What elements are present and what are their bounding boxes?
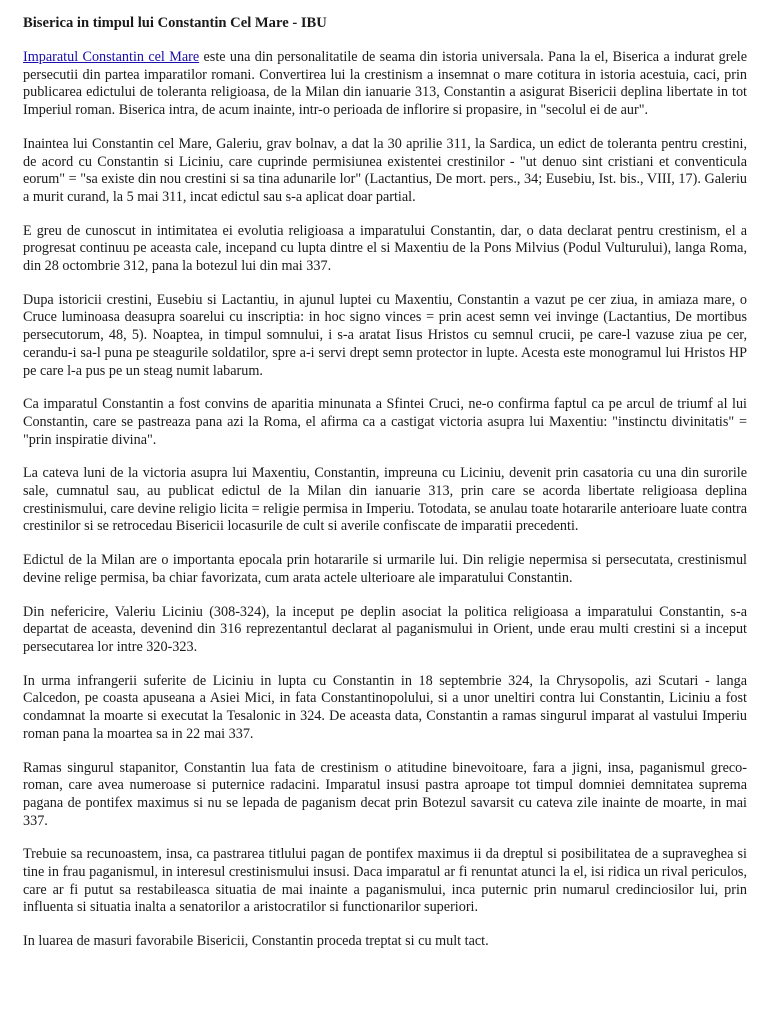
document-title: Biserica in timpul lui Constantin Cel Mare - IBU bbox=[23, 15, 327, 31]
paragraph-sole-ruler: Ramas singurul stapanitor, Constantin lua fata de crestinism o atitudine binevoitoare, fara a jigni, insa, paganismul greco-roman, care avea numeroase si puternice radacini. Imparatul insusi pastra aproape tot timpul domniei demnitatea suprema pagana de pontifex maximus si nu se lepada de paganism decat prin Botezul savarsit cu cateva zile inainte de moarte, in mai 337. bbox=[23, 759, 747, 829]
document-page bbox=[23, 14, 747, 967]
paragraph-edict-of-milan: La cateva luni de la victoria asupra lui Maxentiu, Constantin, impreuna cu Liciniu, devenit prin casatoria cu una din surorile sale, cumnatul sau, au publicat edictul de la Milan din ianuarie 313, prin care se acorda libertate religioasa deplina crestinismului, care devine religio licita = religie permisa in Imperiu. Totodata, se anulau toate hotararile anterioare luate contra crestinilor si se retrocedau Bisericii locasurile de cult si averile confiscate de imparatii precedenti. bbox=[23, 465, 747, 535]
paragraph-arch-of-triumph: Ca imparatul Constantin a fost convins de aparitia minunata a Sfintei Cruci, ne-o confirma faptul ca pe arcul de triumf al lui Constantin, care se pastreaza pana azi la Roma, el afirma ca a castigat victoria asupra lui Maxentiu: "instinctu divinitatis" = "prin inspiratie divina". bbox=[23, 396, 747, 448]
paragraph-chrysopolis: In urma infrangerii suferite de Liciniu in lupta cu Constantin in 18 septembrie 324, la Chrysopolis, azi Scutari - langa Calcedon, pe coasta apuseana a Asiei Mici, in fata Constantinopolului, si a unor uneltiri contra lui Constantin, Liciniu a fost condamnat la moarte si executat la Tesalonic in 324. De aceasta data, Constantin a ramas singurul imparat al vastului Imperiu roman pana la moartea sa in 22 mai 337. bbox=[23, 672, 747, 742]
paragraph-edict-importance: Edictul de la Milan are o importanta epocala prin hotararile si urmarile lui. Din religie nepermisa si persecutata, crestinismul devine relige permisa, ba chiar favorizata, cum arata actele ulterioare ale imparatului Constantin. bbox=[23, 552, 747, 586]
paragraph-pontifex-maximus: Trebuie sa recunoastem, insa, ca pastrarea titlului pagan de pontifex maximus ii da dreptul si posibilitatea de a supraveghea si tine in frau paganismul, in interesul crestinismului insusi. Daca imparatul ar fi renuntat atunci la el, isi ridica un rival periculos, care ar fi putut sa restabileasca situatia de mai inainte a paganismului, inca puternic prin numarul credinciosilor lui, prin influenta si situatia inalta a senatorilor a aristocratilor si functionarilor superiori. bbox=[23, 846, 747, 916]
intro-paragraph bbox=[23, 49, 747, 120]
constantin-link[interactable]: Imparatul Constantin cel Mare bbox=[23, 49, 200, 65]
paragraph-favorable-measures: In luarea de masuri favorabile Bisericii, Constantin proceda treptat si cu mult tact. bbox=[23, 933, 489, 950]
paragraph-licinius-persecution: Din nefericire, Valeriu Liciniu (308-324), la inceput pe deplin asociat la politica religioasa a imparatului Constantin, s-a departat de aceasta, devenind din 316 reprezentantul declarat al paganismului in Orient, unde erau multi crestini si a inceput persecutarea lor intre 320-323. bbox=[23, 603, 747, 655]
paragraph-religious-evolution: E greu de cunoscut in intimitatea ei evolutia religioasa a imparatului Constantin, dar, o data declarat pentru crestinism, el a progresat continuu pe aceasta cale, incepand cu lupta dintre el si Maxentiu de la Pons Milvius (Podul Vulturului), langa Roma, din 28 octombrie 312, pana la botezul lui din mai 337. bbox=[23, 222, 747, 275]
paragraph-vision-of-cross: Dupa istoricii crestini, Eusebiu si Lactantiu, in ajunul luptei cu Maxentiu, Constantin a vazut pe cer ziua, in amiaza mare, o Cruce luminoasa deasupra soarelui cu inscriptia: in hoc signo vinces = prin acest semn vei invinge (Lactantius, De mortibus persecutorum, 48, 5). Noaptea, in timpul somnului, i s-a aratat Iisus Hristos cu semnul crucii, pe care-l vazuse ziua pe cer, cerandu-i sa-l puna pe steagurile soldatilor, spre a-i servi drept semn protector in lupte. Acesta este monogramul lui Hristos HP pe care l-a pus pe un steag numit labarum. bbox=[23, 291, 747, 379]
paragraph-galeriu-edict: Inaintea lui Constantin cel Mare, Galeriu, grav bolnav, a dat la 30 aprilie 311, la Sardica, un edict de toleranta pentru crestini, de acord cu Constantin si Liciniu, care cuprinde permisiunea existentei crestinilor - "ut denuo sint cristiani et conventicula eorum" = "sa existe din nou crestini si sa tina adunarile lor" (Lactantius, De mort. pers., 34; Eusebiu, Ist. bis., VIII, 17). Galeriu a murit curand, la 5 mai 311, incat edictul sau s-a aplicat doar partial. bbox=[23, 135, 747, 205]
intro-paragraph-text: este una din personalitatile de seama din istoria universala. Pana la el, Biserica a indurat grele persecutii din partea imparatilor romani. Convertirea lui la crestinism a insemnat o mare cotitura in istoria acestuia, caci, prin publicarea edictului de toleranta religioasa, de la Milan din ianuarie 313, Constantin a asigurat Bisericii deplina libertate in tot Imperiul roman. Biserica intra, de acum inainte, intr-o perioada de inflorire si propasire, in "secolul ei de aur". bbox=[23, 49, 747, 119]
